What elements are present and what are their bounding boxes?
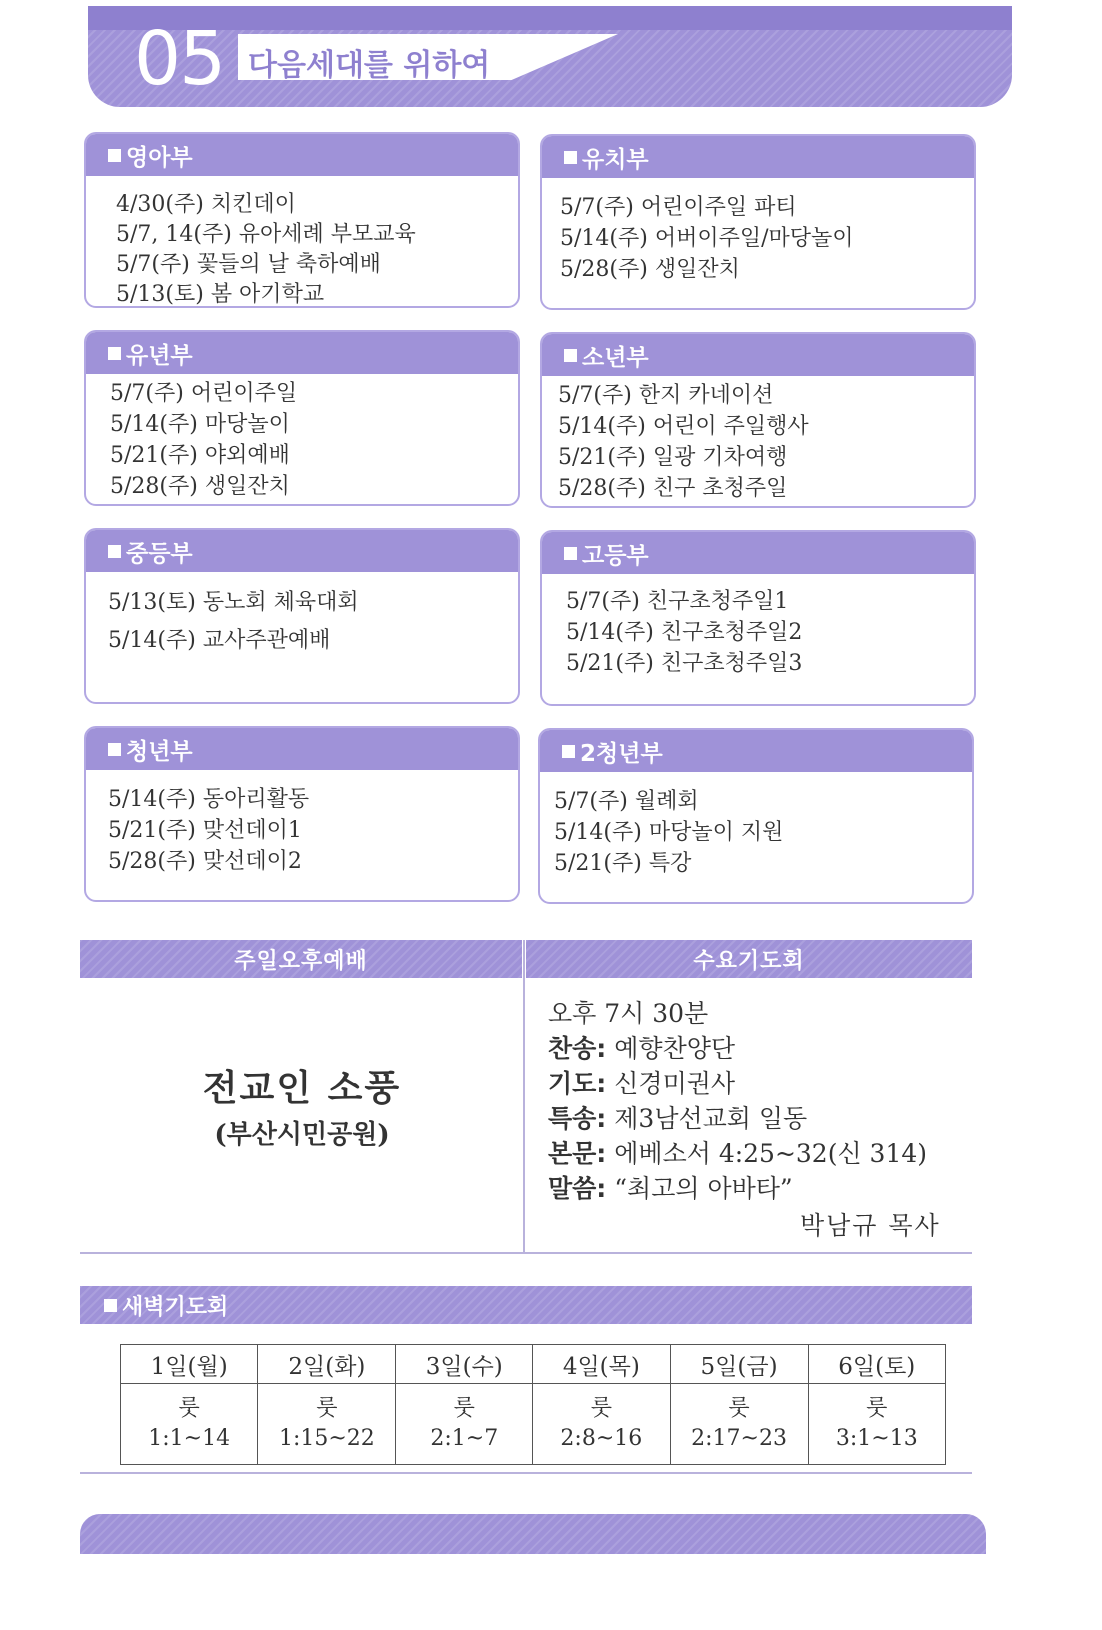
list-item: 5/14(주) 어린이 주일행사: [558, 414, 809, 439]
reading-cell: [121, 1384, 258, 1465]
section-header: [88, 6, 1012, 107]
preacher-name: 박남규 목사: [800, 1211, 941, 1240]
dept-name: 영아부: [126, 144, 193, 171]
dawn-prayer-header: [80, 1286, 972, 1324]
day-header: 3일(수): [396, 1345, 533, 1384]
list-item: 5/13(토) 동노회 체육대회: [108, 590, 359, 615]
page-title: 다음세대를 위하여: [248, 48, 491, 83]
list-item: 5/21(주) 친구초청주일3: [566, 651, 803, 676]
list-item: 5/7(주) 한지 카네이션: [558, 383, 774, 408]
list-item: 5/14(주) 친구초청주일2: [566, 620, 803, 645]
day-header: 4일(목): [533, 1345, 670, 1384]
square-bullet-icon: [104, 1299, 117, 1312]
row-value: 신경미권사: [614, 1069, 736, 1098]
footer-bar: [80, 1514, 986, 1554]
list-item: 4/30(주) 치킨데이: [116, 192, 296, 217]
square-bullet-icon: [108, 545, 121, 558]
services-bottom-rule: [80, 1252, 972, 1254]
book-name: 룻: [453, 1396, 475, 1421]
reading-cell: [670, 1384, 808, 1465]
sunday-service-header: 주일오후예배: [80, 940, 522, 978]
dept-header: [86, 728, 518, 770]
row-value: 예향찬양단: [614, 1034, 736, 1063]
list-item: 5/14(주) 마당놀이: [110, 412, 290, 437]
list-item: 5/14(주) 마당놀이 지원: [554, 820, 784, 845]
dept-box-young-adult: [84, 726, 520, 902]
day-header: 5일(금): [670, 1345, 808, 1384]
list-item: 5/7(주) 꽃들의 날 축하예배: [116, 252, 381, 277]
dept-items: [86, 176, 518, 308]
verse-range: 3:1~13: [835, 1426, 918, 1451]
list-item: 5/21(주) 일광 기차여행: [558, 445, 788, 470]
dept-name: 중등부: [126, 540, 193, 567]
service-row: [548, 1171, 927, 1206]
square-bullet-icon: [108, 149, 121, 162]
square-bullet-icon: [564, 547, 577, 560]
dept-name: 소년부: [582, 344, 649, 371]
day-header: 1일(월): [121, 1345, 258, 1384]
sunday-service-title: 전교인 소풍: [202, 1067, 402, 1109]
verse-range: 2:8~16: [560, 1426, 643, 1451]
dept-box-high-school: [540, 530, 976, 706]
list-item: 5/7(주) 친구초청주일1: [566, 589, 789, 614]
verse-range: 2:17~23: [691, 1426, 787, 1451]
list-item: 5/14(주) 어버이주일/마당놀이: [560, 226, 854, 251]
dept-box-middle-school: [84, 528, 520, 704]
list-item: 5/7(주) 어린이주일: [110, 381, 298, 406]
row-value: 제3남선교회 일동: [614, 1104, 808, 1133]
verse-range: 1:15~22: [278, 1426, 375, 1451]
list-item: 5/7, 14(주) 유아세례 부모교육: [116, 222, 416, 247]
dept-header: [86, 134, 518, 176]
row-label: 특송:: [548, 1104, 607, 1133]
list-item: 5/28(주) 생일잔치: [560, 257, 740, 282]
dept-items: [86, 572, 518, 660]
dept-name: 유치부: [582, 146, 649, 173]
service-row: [548, 1101, 927, 1136]
square-bullet-icon: [562, 745, 575, 758]
wednesday-service-details: [548, 996, 927, 1206]
service-time: 오후 7시 30분: [548, 999, 709, 1028]
table-header-row: [121, 1345, 946, 1384]
dept-name: 2청년부: [580, 740, 663, 767]
dept-header: [542, 334, 974, 376]
dept-items: [86, 374, 518, 502]
reading-cell: [396, 1384, 533, 1465]
dept-header: [542, 532, 974, 574]
square-bullet-icon: [564, 151, 577, 164]
service-row: [548, 1031, 927, 1066]
dawn-bottom-rule: [80, 1472, 972, 1474]
list-item: 5/14(주) 동아리활동: [108, 787, 310, 812]
dept-name: 고등부: [582, 542, 649, 569]
dept-header: [540, 730, 972, 772]
row-label: 찬송:: [548, 1034, 607, 1063]
dept-items: [542, 178, 974, 285]
dept-box-infant: [84, 132, 520, 308]
dept-items: [542, 376, 974, 504]
reading-cell: [533, 1384, 670, 1465]
dept-items: [86, 770, 518, 877]
row-label: 본문:: [548, 1139, 607, 1168]
list-item: 5/14(주) 교사주관예배: [108, 628, 331, 653]
square-bullet-icon: [564, 349, 577, 362]
dept-header: [542, 136, 974, 178]
list-item: 5/28(주) 생일잔치: [110, 474, 290, 499]
dept-items: [540, 772, 972, 879]
section-number: 05: [134, 16, 225, 102]
list-item: 5/21(주) 야외예배: [110, 443, 290, 468]
dept-items: [542, 574, 974, 679]
sunday-service-location: (부산시민공원): [214, 1120, 390, 1150]
book-name: 룻: [178, 1396, 200, 1421]
row-label: 기도:: [548, 1069, 607, 1098]
wednesday-service-header: 수요기도회: [526, 940, 972, 978]
day-header: 6일(토): [808, 1345, 945, 1384]
row-value: 에베소서 4:25~32(신 314): [614, 1139, 928, 1168]
header-top-band: [88, 6, 1012, 30]
service-row: [548, 1136, 927, 1171]
dept-box-kindergarten: [540, 134, 976, 310]
dept-box-young-adult-2: [538, 728, 974, 904]
dept-header: [86, 332, 518, 374]
row-value: “최고의 아바타”: [614, 1174, 793, 1203]
book-name: 룻: [728, 1396, 750, 1421]
table-row: [121, 1384, 946, 1465]
list-item: 5/13(토) 봄 아기학교: [116, 282, 325, 307]
list-item: 5/28(주) 맞선데이2: [108, 849, 302, 874]
square-bullet-icon: [108, 743, 121, 756]
row-label: 말씀:: [548, 1174, 607, 1203]
dept-header: [86, 530, 518, 572]
reading-cell: [258, 1384, 396, 1465]
square-bullet-icon: [108, 347, 121, 360]
list-item: 5/21(주) 맞선데이1: [108, 818, 302, 843]
book-name: 룻: [866, 1396, 888, 1421]
service-row: [548, 1066, 927, 1101]
book-name: 룻: [316, 1396, 338, 1421]
dept-name: 청년부: [126, 738, 193, 765]
book-name: 룻: [590, 1396, 612, 1421]
dawn-prayer-title: 새벽기도회: [122, 1294, 229, 1320]
list-item: 5/7(주) 어린이주일 파티: [560, 195, 797, 220]
dept-name: 유년부: [126, 342, 193, 369]
dept-box-primary: [84, 330, 520, 506]
dept-box-junior: [540, 332, 976, 508]
verse-range: 2:1~7: [430, 1426, 499, 1451]
day-header: 2일(화): [258, 1345, 396, 1384]
list-item: 5/7(주) 월례회: [554, 789, 699, 814]
dawn-prayer-table: [120, 1344, 946, 1465]
list-item: 5/28(주) 친구 초청주일: [558, 476, 788, 501]
list-item: 5/21(주) 특강: [554, 851, 692, 876]
verse-range: 1:1~14: [148, 1426, 231, 1451]
reading-cell: [808, 1384, 945, 1465]
